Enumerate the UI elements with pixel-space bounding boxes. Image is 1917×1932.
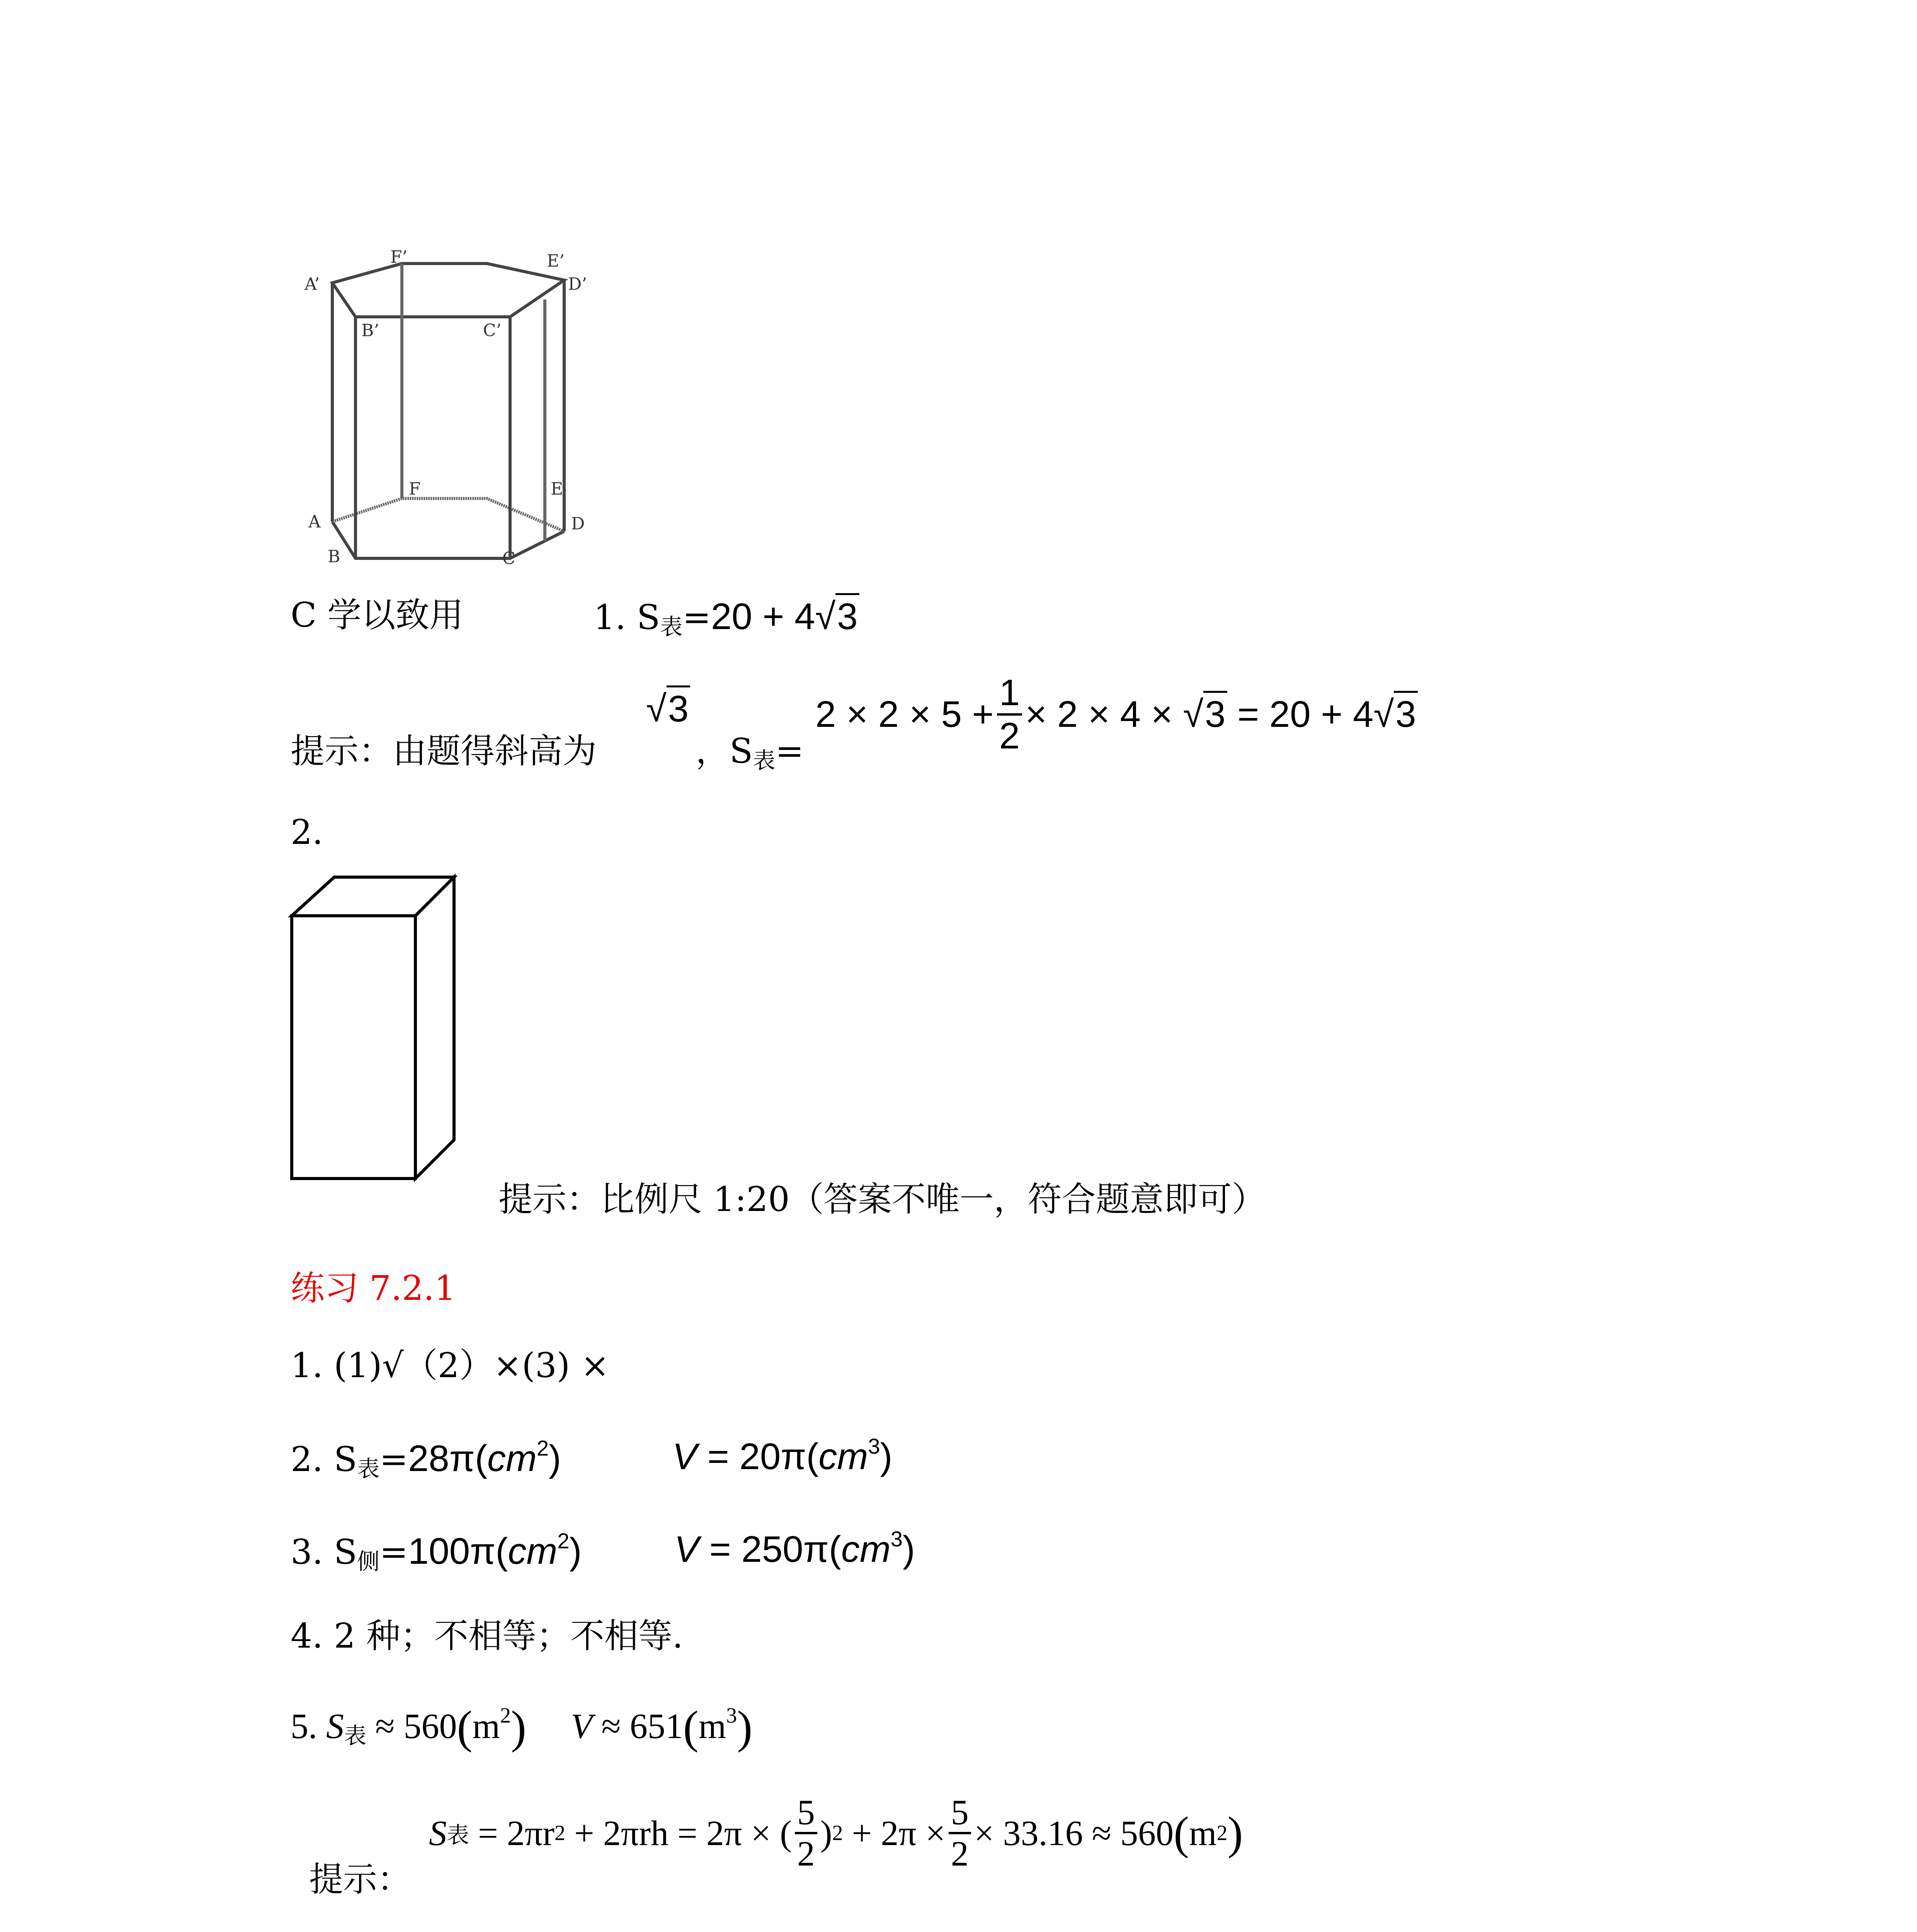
l5-exp: 2 bbox=[500, 1704, 511, 1728]
hint1-expr-a: 2 × 2 × 5 + bbox=[815, 693, 994, 735]
h1-a: = 2πr bbox=[478, 1813, 555, 1853]
label-e1: E’ bbox=[547, 251, 565, 271]
h1-f1-num: 5 bbox=[795, 1793, 817, 1834]
l2-exp: 2 bbox=[536, 1436, 549, 1460]
l3-sub: 侧 bbox=[357, 1548, 380, 1575]
hint1-slant: √3 bbox=[646, 688, 690, 730]
l2-veq: = 20π( bbox=[707, 1436, 819, 1477]
label-e: E bbox=[551, 479, 563, 499]
rectangular-box-figure bbox=[288, 873, 462, 1182]
hint1-s bbox=[696, 731, 804, 774]
l5-prefix: 5. bbox=[291, 1706, 317, 1746]
hint1-fraction bbox=[997, 672, 1022, 756]
section-c-title: C 学以致用 bbox=[291, 595, 464, 635]
label-b1: B’ bbox=[361, 321, 379, 340]
box-top-face bbox=[292, 877, 454, 916]
h1-c: ) bbox=[820, 1813, 832, 1853]
c1-prefix: 1. S bbox=[594, 597, 660, 637]
q2-hint: 提示：比例尺 1:20（答案不唯一，符合题意即可） bbox=[498, 1179, 1266, 1219]
label-c: C bbox=[502, 549, 515, 568]
hint1-expr-c: = 20 + 4 bbox=[1237, 693, 1374, 735]
ex721-line2-volume bbox=[672, 1434, 893, 1478]
box-side-face bbox=[415, 877, 454, 1179]
h1-d: + 2π × bbox=[852, 1813, 946, 1853]
label-d1: D’ bbox=[568, 274, 587, 294]
h1-c-exp: 2 bbox=[832, 1821, 843, 1845]
l2-vclose: ) bbox=[880, 1436, 893, 1477]
c-answer-1: 1. $S_表=20 + 4√3$ bbox=[594, 598, 859, 638]
l2-vunit: cm bbox=[818, 1436, 868, 1477]
l2-val: 28π( bbox=[408, 1438, 487, 1479]
h1-sub: 表 bbox=[447, 1823, 469, 1848]
hint1-expr-rad: 3 bbox=[1203, 691, 1227, 735]
l3-prefix: 3. S bbox=[291, 1532, 357, 1572]
label-a1: A’ bbox=[304, 274, 320, 294]
ex721-hint-label: 提示： bbox=[309, 1859, 412, 1899]
l2-prefix: 2. S bbox=[291, 1439, 357, 1479]
label-f1: F’ bbox=[390, 247, 408, 267]
ex721-line5: 5. $S_表 \approx 560(m^2)$ $V \approx 651(m^3)$ bbox=[291, 1701, 753, 1753]
l3-vexp: 3 bbox=[890, 1527, 903, 1551]
c1-rad: 3 bbox=[835, 593, 859, 637]
hint1-prefix: 提示：由题得斜高为 bbox=[291, 731, 597, 771]
l2-vexp: 3 bbox=[868, 1434, 880, 1458]
l2-close: ) bbox=[549, 1438, 561, 1479]
hint1-frac-den: 2 bbox=[999, 715, 1020, 757]
hint1-eq: = bbox=[775, 731, 804, 771]
l5-vexp: 3 bbox=[726, 1704, 737, 1728]
l3-val: 100π( bbox=[408, 1531, 508, 1572]
l3-unit: cm bbox=[508, 1531, 558, 1572]
prism-bottom-edges bbox=[332, 522, 564, 558]
l3-exp: 2 bbox=[557, 1529, 570, 1553]
label-c1: C’ bbox=[483, 321, 502, 340]
c1-sub: 表 bbox=[660, 614, 683, 640]
hexagonal-prism-figure bbox=[294, 247, 611, 572]
hint1-expr-rad2: 3 bbox=[1394, 691, 1417, 735]
h1-unit-exp: 2 bbox=[1216, 1821, 1228, 1845]
h1-f2-den: 2 bbox=[951, 1834, 969, 1874]
c1-eq: = bbox=[682, 597, 711, 637]
l5-s: S bbox=[326, 1706, 344, 1746]
hint1-sub: 表 bbox=[753, 747, 776, 774]
ex721-line1: 1. (1)√（2）×(3) × bbox=[291, 1345, 609, 1385]
h1-s: S bbox=[429, 1813, 447, 1853]
ex721-hint-eq1: S 表 = 2πr 2 + 2πrh = 2π × ( $\frac{5}{2}$ ) 2 + 2π × $\frac{5}{2}$ × 33.16 ≈ 560 ( m 2 ) bbox=[429, 1793, 1243, 1874]
label-d: D bbox=[571, 514, 585, 534]
h1-unit: m bbox=[1189, 1813, 1217, 1853]
h1-a-exp: 2 bbox=[555, 1821, 565, 1845]
l5-v: V bbox=[571, 1706, 593, 1746]
hint1-slant-rad: 3 bbox=[667, 685, 690, 730]
box-front-face bbox=[292, 916, 415, 1179]
l5-val: ≈ 560 bbox=[375, 1706, 457, 1746]
hint1-expression: 2 × 2 × 5 + $\frac{1}{2}$ × 2 × 4 × √ 3 = 20 + 4 √ 3 bbox=[815, 672, 1418, 756]
l3-vunit: cm bbox=[841, 1529, 891, 1570]
l5-vval: ≈ 651 bbox=[601, 1706, 683, 1746]
h1-f2-num: 5 bbox=[949, 1793, 971, 1834]
ex721-line2 bbox=[291, 1437, 561, 1480]
h1-e: × 33.16 ≈ 560 bbox=[974, 1813, 1174, 1853]
ex721-title: 练习 7.2.1 bbox=[291, 1268, 456, 1308]
ex721-line3-volume bbox=[674, 1526, 915, 1571]
ex721-line4: 4. 2 种；不相等；不相等. bbox=[291, 1616, 683, 1656]
l2-unit: cm bbox=[487, 1438, 537, 1479]
h1-b: + 2πrh = 2π × ( bbox=[574, 1813, 792, 1853]
l2-sub: 表 bbox=[357, 1456, 380, 1482]
l5-vunit: m bbox=[698, 1706, 726, 1746]
hint1-expr-b: × 2 × 4 × bbox=[1025, 693, 1173, 735]
hint1-frac-num: 1 bbox=[997, 672, 1022, 716]
ex721-line3 bbox=[291, 1530, 582, 1573]
l3-close: ) bbox=[569, 1531, 582, 1572]
l2-v: V bbox=[672, 1436, 697, 1477]
l3-veq: = 250π( bbox=[709, 1529, 841, 1570]
l2-eq: = bbox=[379, 1439, 408, 1479]
l5-unit: m bbox=[472, 1706, 500, 1746]
l3-eq: = bbox=[379, 1532, 408, 1572]
label-b: B bbox=[328, 547, 340, 566]
c1-value: 20 + 4 bbox=[711, 596, 815, 637]
l3-vclose: ) bbox=[902, 1529, 915, 1570]
q2-label: 2. bbox=[291, 812, 323, 852]
prism-bottom-hidden bbox=[332, 498, 564, 531]
prism-top-face bbox=[332, 264, 564, 317]
h1-f1-den: 2 bbox=[797, 1834, 815, 1874]
l5-sub: 表 bbox=[344, 1723, 367, 1748]
hint1-comma-s: ，S bbox=[696, 731, 753, 771]
l3-v: V bbox=[674, 1529, 699, 1570]
label-a: A bbox=[308, 512, 321, 532]
label-f: F bbox=[409, 479, 421, 499]
